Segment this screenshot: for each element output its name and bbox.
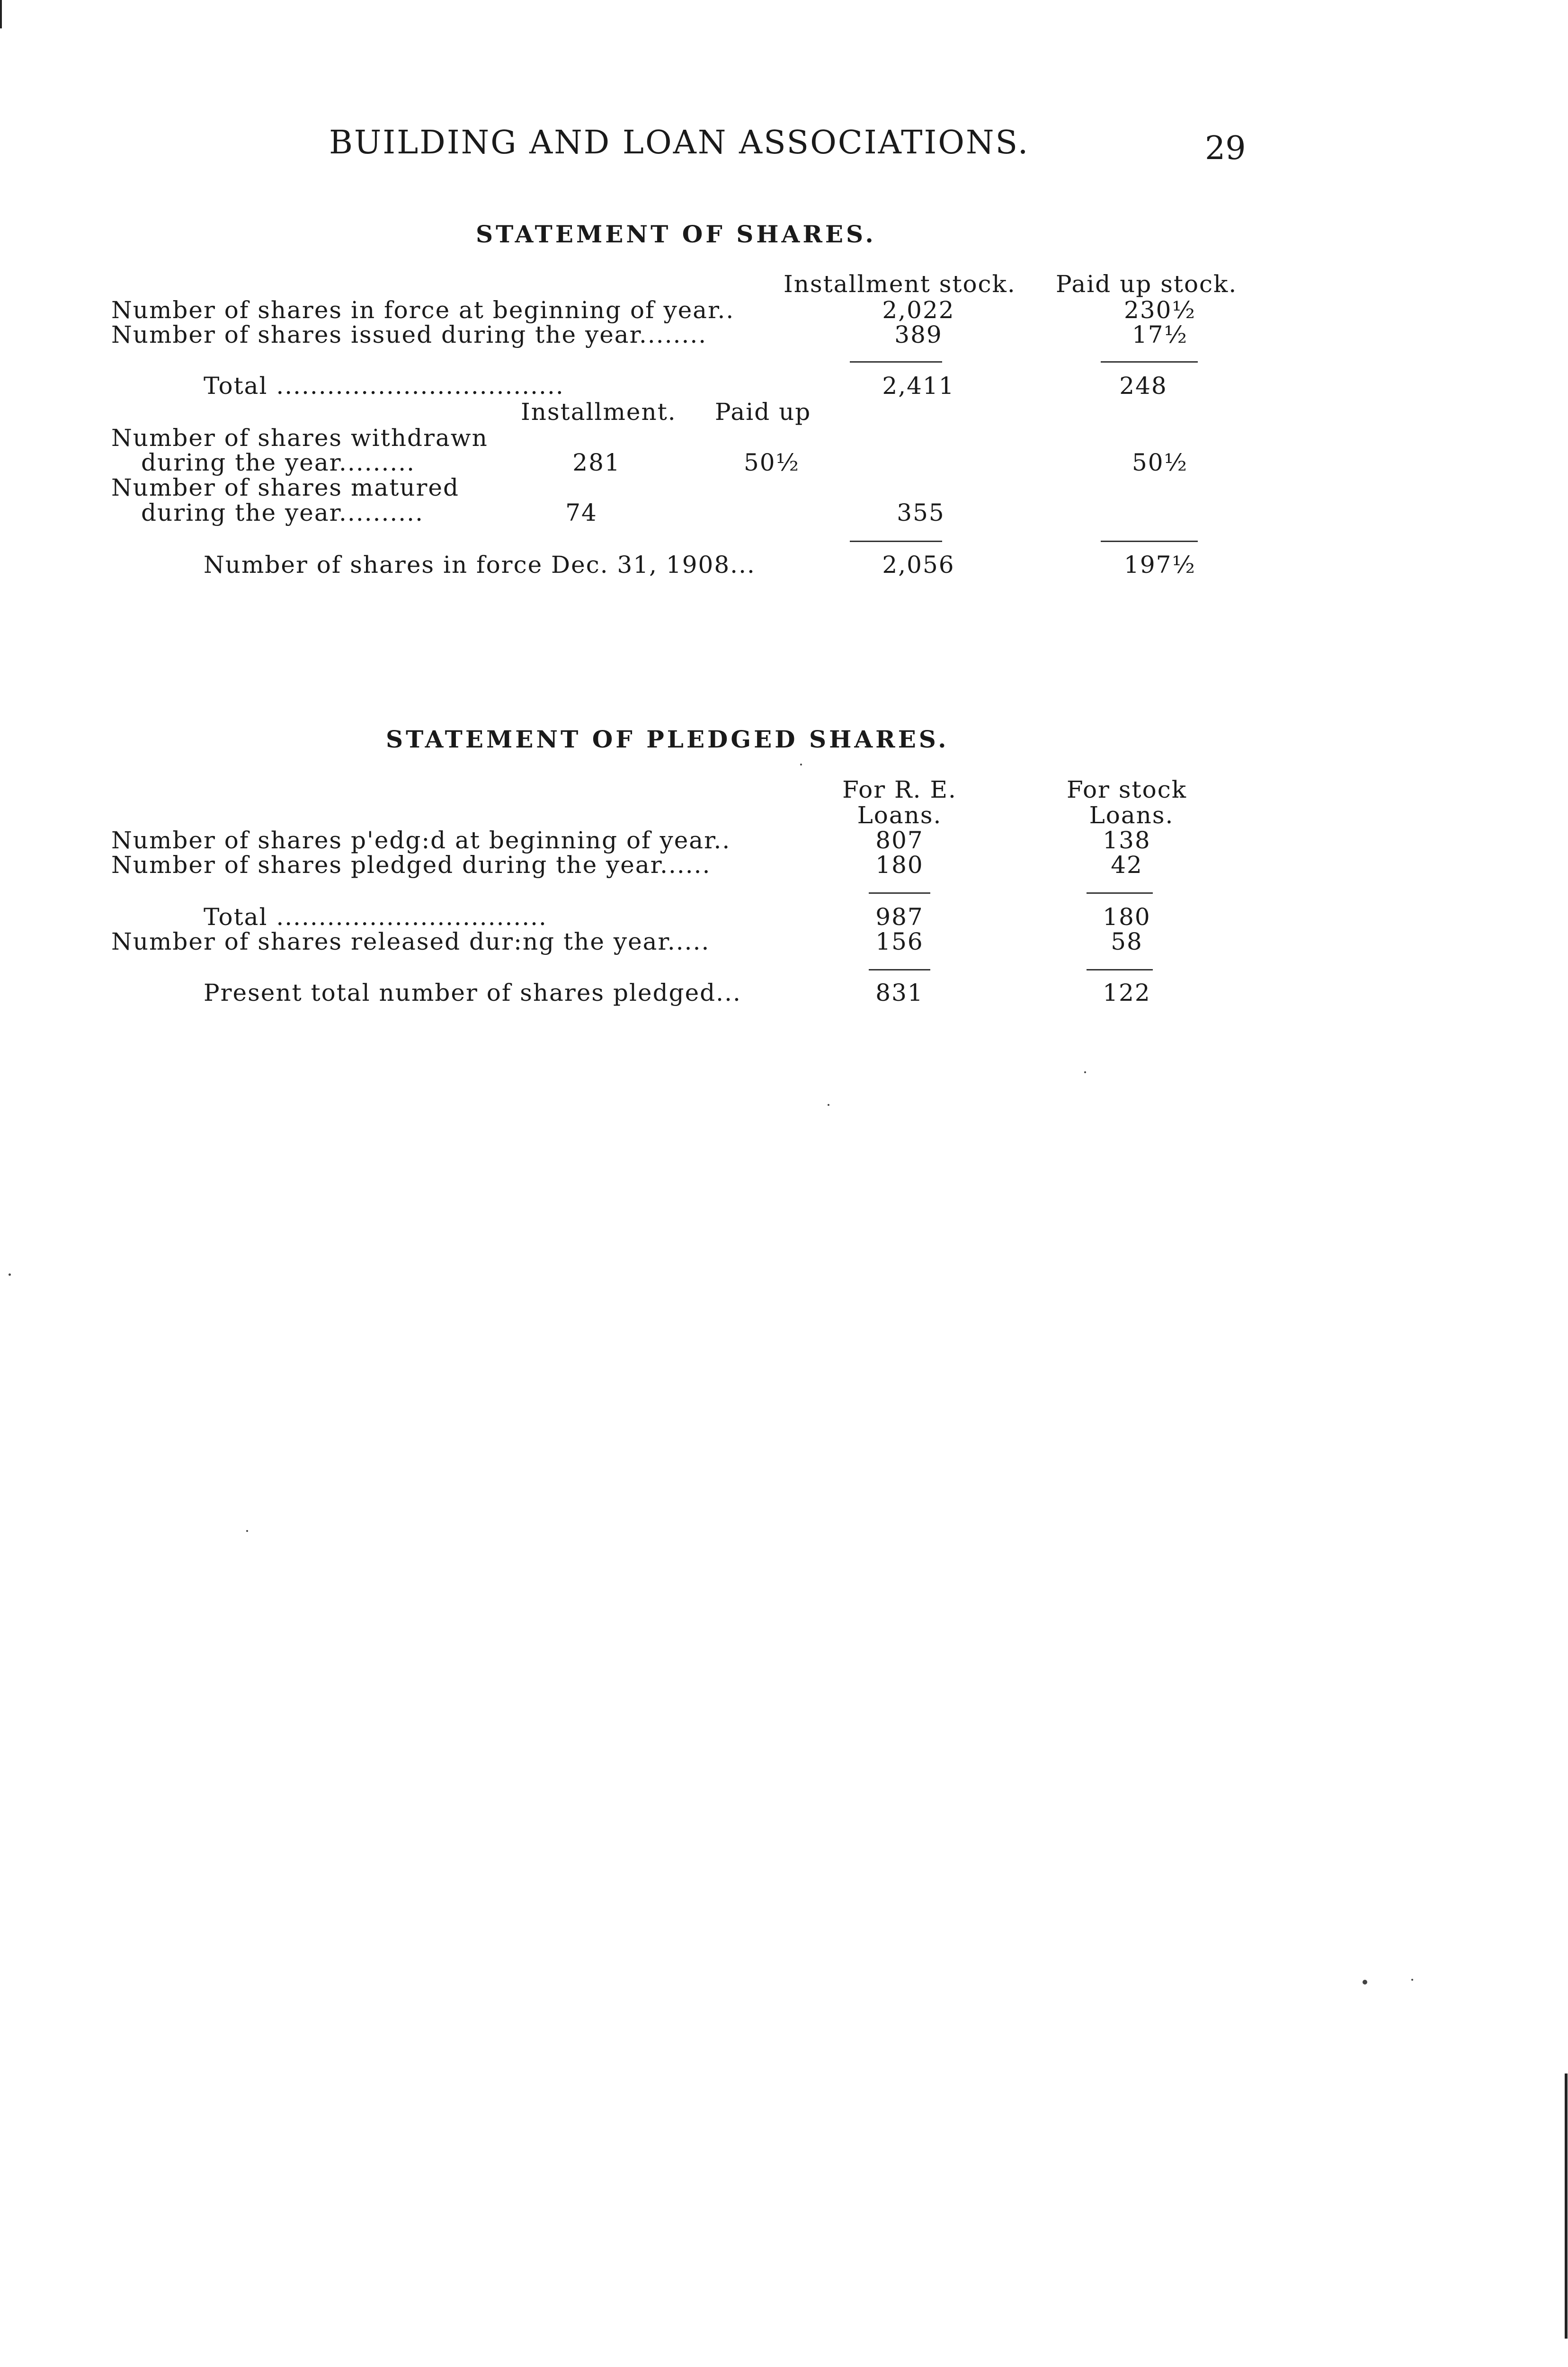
- sub-col-installment: Installment.: [521, 398, 677, 426]
- withdrawn-paidup: 50½: [743, 449, 800, 476]
- col-re-loans-line2: Loans.: [857, 801, 942, 829]
- rule-paidup-subtotal: [1101, 361, 1198, 363]
- deductions-installment-total: 355: [897, 499, 945, 526]
- pledged-total-stock: 180: [1103, 903, 1151, 931]
- pledged-row-begin-re: 807: [875, 827, 924, 854]
- col-re-loans-line1: For R. E.: [842, 776, 957, 803]
- running-head: BUILDING AND LOAN ASSOCIATIONS.: [329, 124, 1030, 161]
- matured-installment: 74: [565, 499, 597, 526]
- pledged-row-begin-label: Number of shares p'edg:d at beginning of year..: [111, 827, 731, 854]
- row-issued-paidup: 17½: [1131, 321, 1188, 348]
- row-begin-installment: 2,022: [882, 296, 955, 324]
- row-begin-label: Number of shares in force at beginning of year..: [111, 296, 735, 324]
- col-paidup-stock: Paid up stock.: [1056, 270, 1238, 298]
- pledged-present-stock: 122: [1103, 979, 1151, 1006]
- pledged-present-re: 831: [875, 979, 924, 1006]
- page-number: 29: [1205, 130, 1246, 167]
- scan-speck: [246, 1530, 248, 1532]
- pledged-released-re: 156: [875, 928, 924, 955]
- pledged-title: STATEMENT OF PLEDGED SHARES.: [386, 725, 949, 753]
- pledged-released-stock: 58: [1111, 928, 1143, 955]
- sub-col-paidup: Paid up: [715, 398, 811, 426]
- rule-paidup-final: [1101, 541, 1198, 542]
- row-issued-label: Number of shares issued during the year........: [111, 321, 707, 348]
- pledged-total-label: Total ................................: [204, 903, 547, 931]
- rule-stock-final: [1087, 969, 1153, 970]
- rule-re-final: [869, 969, 930, 970]
- inforce-paidup: 197½: [1124, 551, 1196, 578]
- row-begin-paidup: 230½: [1124, 296, 1196, 324]
- pledged-row-begin-stock: 138: [1103, 827, 1151, 854]
- pledged-row-pledged-label: Number of shares pledged during the year......: [111, 851, 711, 879]
- total-installment: 2,411: [882, 372, 955, 400]
- matured-label-line2: during the year..........: [141, 499, 424, 526]
- total-paidup: 248: [1119, 372, 1167, 400]
- col-stock-loans-line1: For stock: [1066, 776, 1187, 803]
- rule-re-subtotal: [869, 892, 930, 894]
- rule-stock-subtotal: [1087, 892, 1153, 894]
- page-edge-shadow: [1565, 2073, 1568, 2339]
- scan-speck: [800, 764, 802, 765]
- rule-installment-subtotal: [850, 361, 942, 363]
- inforce-label: Number of shares in force Dec. 31, 1908...: [204, 551, 756, 578]
- scan-speck: [1363, 1980, 1367, 1984]
- withdrawn-installment: 281: [572, 449, 621, 476]
- col-installment-stock: Installment stock.: [784, 270, 1016, 298]
- matured-label-line1: Number of shares matured: [111, 474, 459, 501]
- inforce-installment: 2,056: [882, 551, 955, 578]
- scan-speck: [828, 1104, 829, 1106]
- pledged-row-pledged-re: 180: [875, 851, 924, 879]
- withdrawn-label-line1: Number of shares withdrawn: [111, 424, 488, 452]
- scan-speck: [9, 1273, 11, 1276]
- rule-installment-final: [850, 541, 942, 542]
- pledged-released-label: Number of shares released dur:ng the year.....: [111, 928, 710, 955]
- pledged-total-re: 987: [875, 903, 924, 931]
- page-edge-shadow: [0, 0, 2, 28]
- pledged-present-label: Present total number of shares pledged...: [204, 979, 741, 1006]
- total-label: Total ..................................: [204, 372, 564, 400]
- withdrawn-label-line2: during the year.........: [141, 449, 416, 476]
- col-stock-loans-line2: Loans.: [1089, 801, 1174, 829]
- row-issued-installment: 389: [894, 321, 943, 348]
- scan-speck: [1411, 1979, 1413, 1981]
- scan-speck: [1084, 1071, 1086, 1073]
- withdrawn-paidup-total: 50½: [1131, 449, 1188, 476]
- shares-title: STATEMENT OF SHARES.: [476, 220, 876, 248]
- pledged-row-pledged-stock: 42: [1111, 851, 1143, 879]
